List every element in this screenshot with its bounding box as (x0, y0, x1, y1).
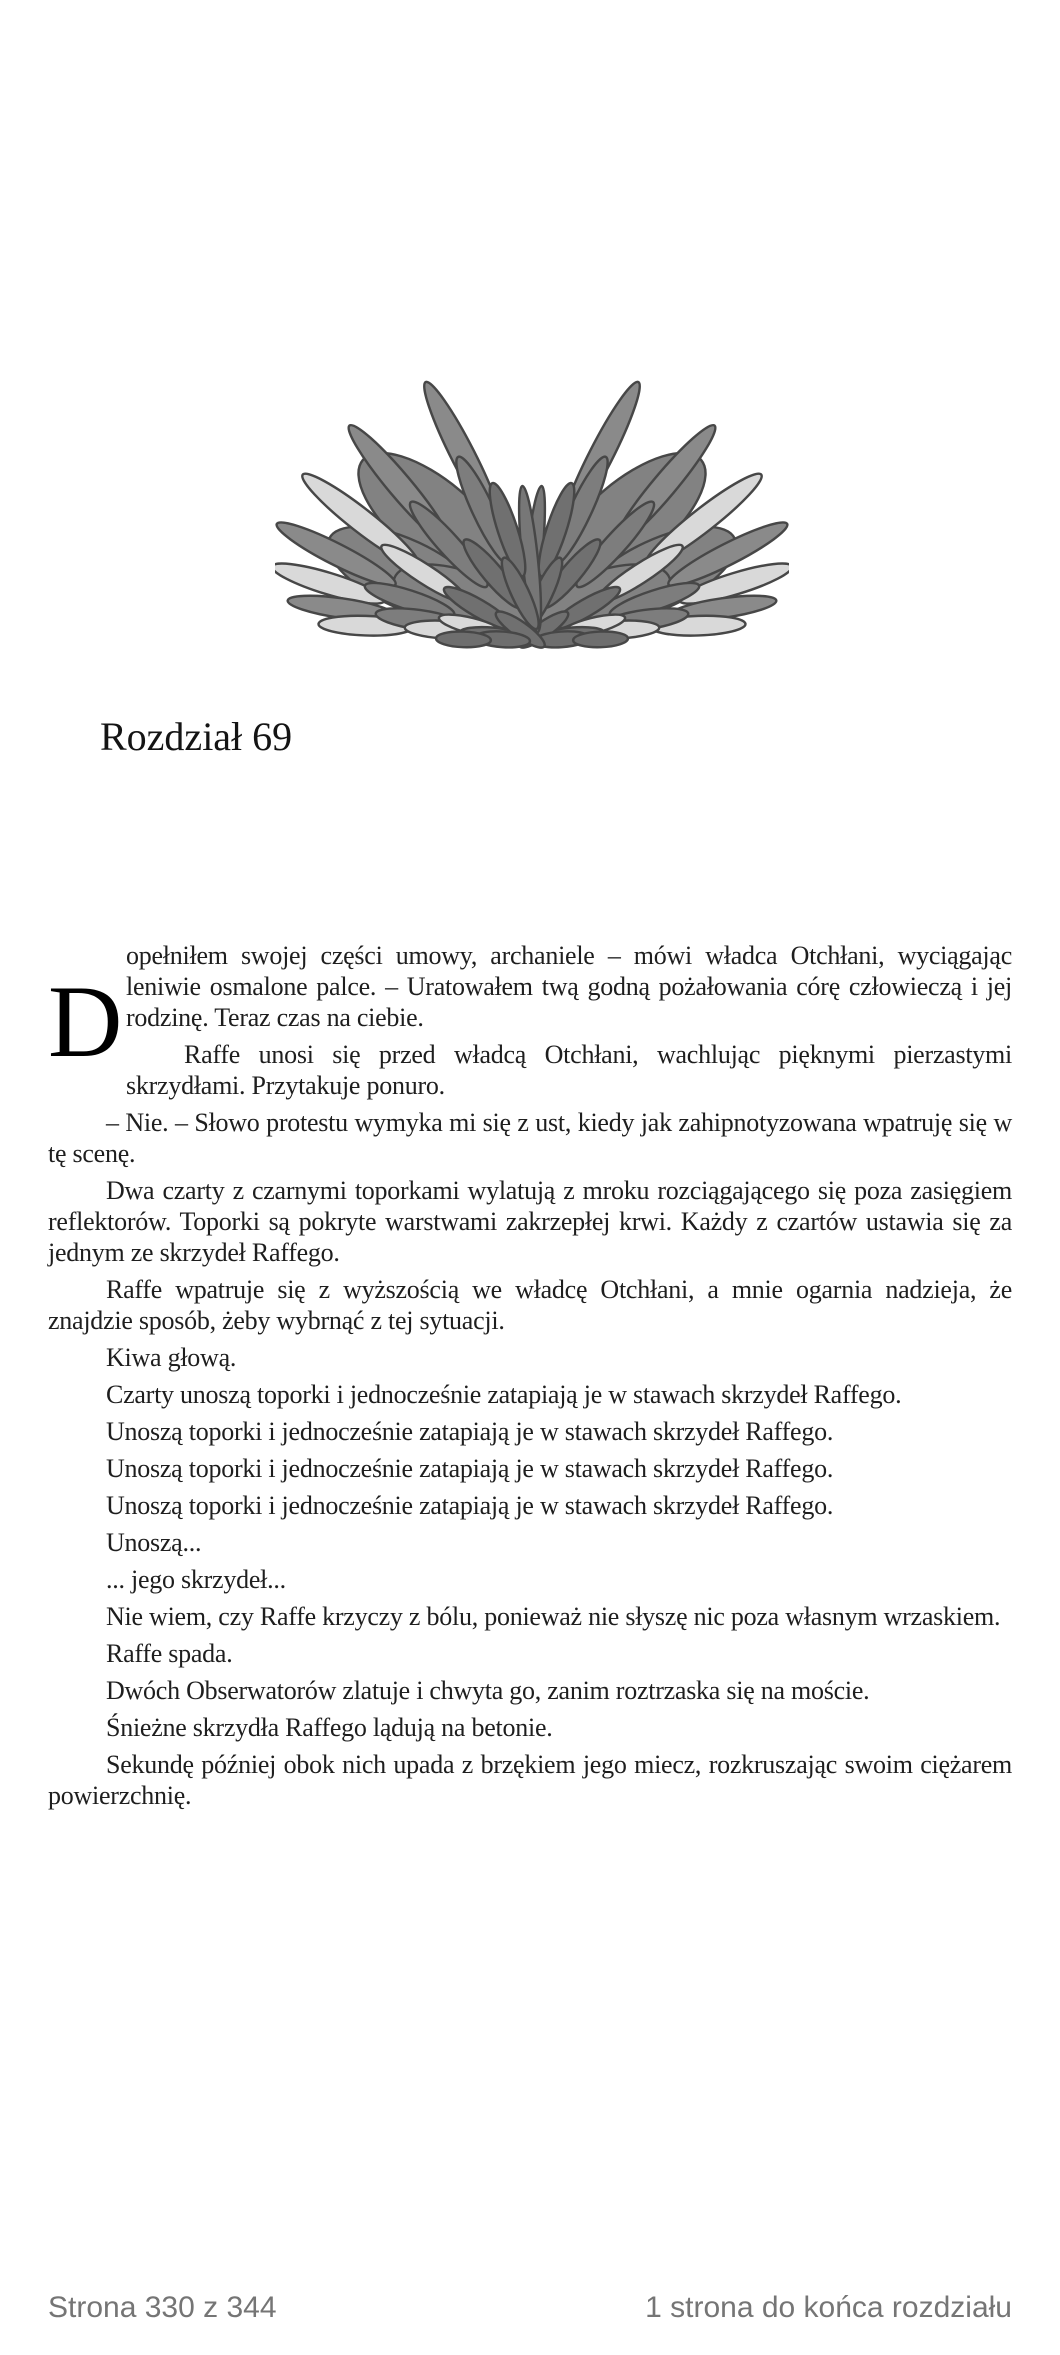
paragraph: Raffe wpatruje się z wyższością we władcę Otchłani, a mnie ogarnia nadzieja, że znajdzie sposób, żeby wybrnąć z tej sytuacji. (48, 1275, 1012, 1335)
paragraph: – Nie. – Słowo protestu wymyka mi się z ust, kiedy jak zahipnotyzowana wpatruję się w tę scenę. (48, 1108, 1012, 1168)
paragraph: Kiwa głową. (106, 1343, 237, 1372)
paragraph: Śnieżne skrzydła Raffego lądują na betonie. (106, 1713, 553, 1742)
page-progress-label: Strona 330 z 344 (48, 2291, 277, 2324)
paragraph: Nie wiem, czy Raffe krzyczy z bólu, ponieważ nie słyszę nic poza własnym wrzaskiem. (106, 1602, 1001, 1631)
paragraph: D opełniłem swojej części umowy, archaniele – mówi władca Otchłani, wyciągając leniwie osmalone palce. – Uratowałem twą godną pożałowania córę człowieczą i jej rodzinę. Teraz czas na ciebie. (48, 940, 1012, 1033)
paragraph: Raffe unosi się przed władcą Otchłani, wachlując pięknymi pierzastymi skrzydłami. Przytakuje ponuro. (126, 1040, 1012, 1100)
angel-wings-icon (275, 373, 789, 657)
chapter-body (48, 940, 1012, 1811)
drop-cap: D (48, 965, 123, 1079)
paragraph: Raffe spada. (106, 1639, 233, 1668)
paragraph: Unoszą... (106, 1528, 202, 1557)
chapter-title: Rozdział 69 (100, 714, 293, 759)
paragraph: ... jego skrzydeł... (106, 1565, 286, 1594)
paragraph: Sekundę później obok nich upada z brzękiem jego miecz, rozkruszając swoim ciężarem powierzchnię. (48, 1750, 1012, 1810)
paragraph: Dwóch Obserwatorów zlatuje i chwyta go, zanim roztrzaska się na moście. (106, 1676, 870, 1705)
page-footer (48, 2290, 1012, 2326)
paragraph: Dwa czarty z czarnymi toporkami wylatują z mroku rozciągającego się poza zasięgiem reflektorów. Toporki są pokryte warstwami zakrzepłej krwi. Każdy z czartów ustawia się za jednym ze skrzydeł Raffego. (48, 1176, 1012, 1267)
paragraph: Unoszą toporki i jednocześnie zatapiają je w stawach skrzydeł Raffego. (106, 1417, 834, 1446)
paragraph: Unoszą toporki i jednocześnie zatapiają je w stawach skrzydeł Raffego. (106, 1454, 834, 1483)
paragraph: Unoszą toporki i jednocześnie zatapiają je w stawach skrzydeł Raffego. (106, 1491, 834, 1520)
chapter-remaining-label: 1 strona do końca rozdziału (645, 2291, 1012, 2324)
paragraph: Czarty unoszą toporki i jednocześnie zatapiają je w stawach skrzydeł Raffego. (106, 1380, 902, 1409)
